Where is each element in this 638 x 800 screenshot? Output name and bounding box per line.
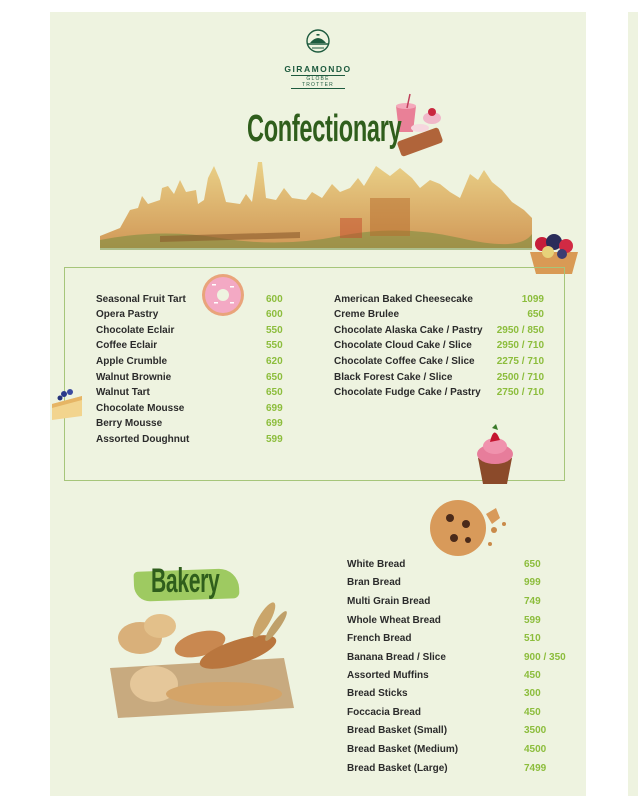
cupcake-illustration — [470, 422, 520, 488]
menu-item-price: 300 — [524, 688, 541, 699]
menu-item-price: 2950 / 850 — [496, 325, 544, 336]
menu-item-price: 900 / 350 — [524, 652, 566, 663]
menu-item-name: Whole Wheat Bread — [347, 615, 441, 626]
menu-item-price: 550 — [266, 340, 283, 351]
menu-item-price: 2275 / 710 — [496, 356, 544, 367]
menu-item-name: American Baked Cheesecake — [334, 294, 473, 305]
menu-item-name: Assorted Doughnut — [96, 434, 190, 445]
confectionary-title: Confectionary — [247, 108, 402, 150]
donut-illustration — [200, 272, 246, 318]
menu-item-name: Chocolate Fudge Cake / Pastry — [334, 387, 481, 398]
menu-item-price: 2500 / 710 — [496, 372, 544, 383]
menu-item-price: 620 — [266, 356, 283, 367]
city-skyline-illustration — [100, 158, 532, 250]
menu-item-name: Banana Bread / Slice — [347, 652, 446, 663]
menu-item-name: Bran Bread — [347, 577, 401, 588]
menu-item-price: 699 — [266, 403, 283, 414]
menu-item-name: Chocolate Mousse — [96, 403, 185, 414]
menu-item-price: 450 — [524, 670, 541, 681]
menu-item-price: 510 — [524, 633, 541, 644]
adjacent-page-strip — [628, 12, 638, 796]
brand-tagline: GLOBE TROTTER — [291, 75, 345, 89]
menu-item-name: Black Forest Cake / Slice — [334, 372, 453, 383]
menu-item-name: Walnut Brownie — [96, 372, 172, 383]
menu-item-name: Chocolate Eclair — [96, 325, 175, 336]
menu-item-name: Chocolate Alaska Cake / Pastry — [334, 325, 483, 336]
cheesecake-slice-illustration — [50, 386, 84, 422]
menu-item-price: 600 — [266, 294, 283, 305]
menu-item-name: Bread Basket (Medium) — [347, 744, 459, 755]
menu-item-name: Bread Basket (Small) — [347, 725, 448, 736]
menu-item-price: 699 — [266, 418, 283, 429]
cookie-illustration — [424, 494, 516, 564]
menu-item-name: Seasonal Fruit Tart — [96, 294, 186, 305]
menu-item-price: 550 — [266, 325, 283, 336]
menu-item-name: Creme Brulee — [334, 309, 400, 320]
menu-item-name: Bread Basket (Large) — [347, 763, 448, 774]
menu-item-price: 650 — [527, 309, 544, 320]
menu-item-name: Bread Sticks — [347, 688, 408, 699]
bread-basket-illustration — [104, 598, 300, 722]
brand-logo — [283, 28, 353, 89]
menu-item-price: 450 — [524, 707, 541, 718]
menu-item-price: 599 — [524, 615, 541, 626]
menu-item-name: Chocolate Coffee Cake / Slice — [334, 356, 475, 367]
menu-item-price: 749 — [524, 596, 541, 607]
menu-item-name: Foccacia Bread — [347, 707, 421, 718]
bakery-title: Bakery — [151, 562, 220, 600]
menu-item-price: 7499 — [524, 763, 547, 774]
globe-cloche-icon — [304, 28, 332, 58]
menu-item-price: 600 — [266, 309, 283, 320]
menu-item-price: 1099 — [521, 294, 544, 305]
menu-item-price: 650 — [266, 387, 283, 398]
menu-item-name: Assorted Muffins — [347, 670, 429, 681]
menu-item-name: French Bread — [347, 633, 412, 644]
menu-item-name: White Bread — [347, 559, 406, 570]
menu-item-name: Chocolate Cloud Cake / Slice — [334, 340, 472, 351]
menu-item-price: 3500 — [524, 725, 547, 736]
menu-item-price: 599 — [266, 434, 283, 445]
menu-item-name: Coffee Eclair — [96, 340, 158, 351]
menu-item-price: 650 — [266, 372, 283, 383]
menu-item-name: Multi Grain Bread — [347, 596, 431, 607]
brand-name: GIRAMONDO — [284, 64, 352, 74]
menu-item-price: 4500 — [524, 744, 547, 755]
menu-item-price: 650 — [524, 559, 541, 570]
menu-item-price: 2750 / 710 — [496, 387, 544, 398]
menu-item-price: 999 — [524, 577, 541, 588]
menu-item-name: Apple Crumble — [96, 356, 168, 367]
menu-item-name: Walnut Tart — [96, 387, 150, 398]
menu-item-price: 2950 / 710 — [496, 340, 544, 351]
menu-item-name: Opera Pastry — [96, 309, 159, 320]
menu-item-name: Berry Mousse — [96, 418, 163, 429]
